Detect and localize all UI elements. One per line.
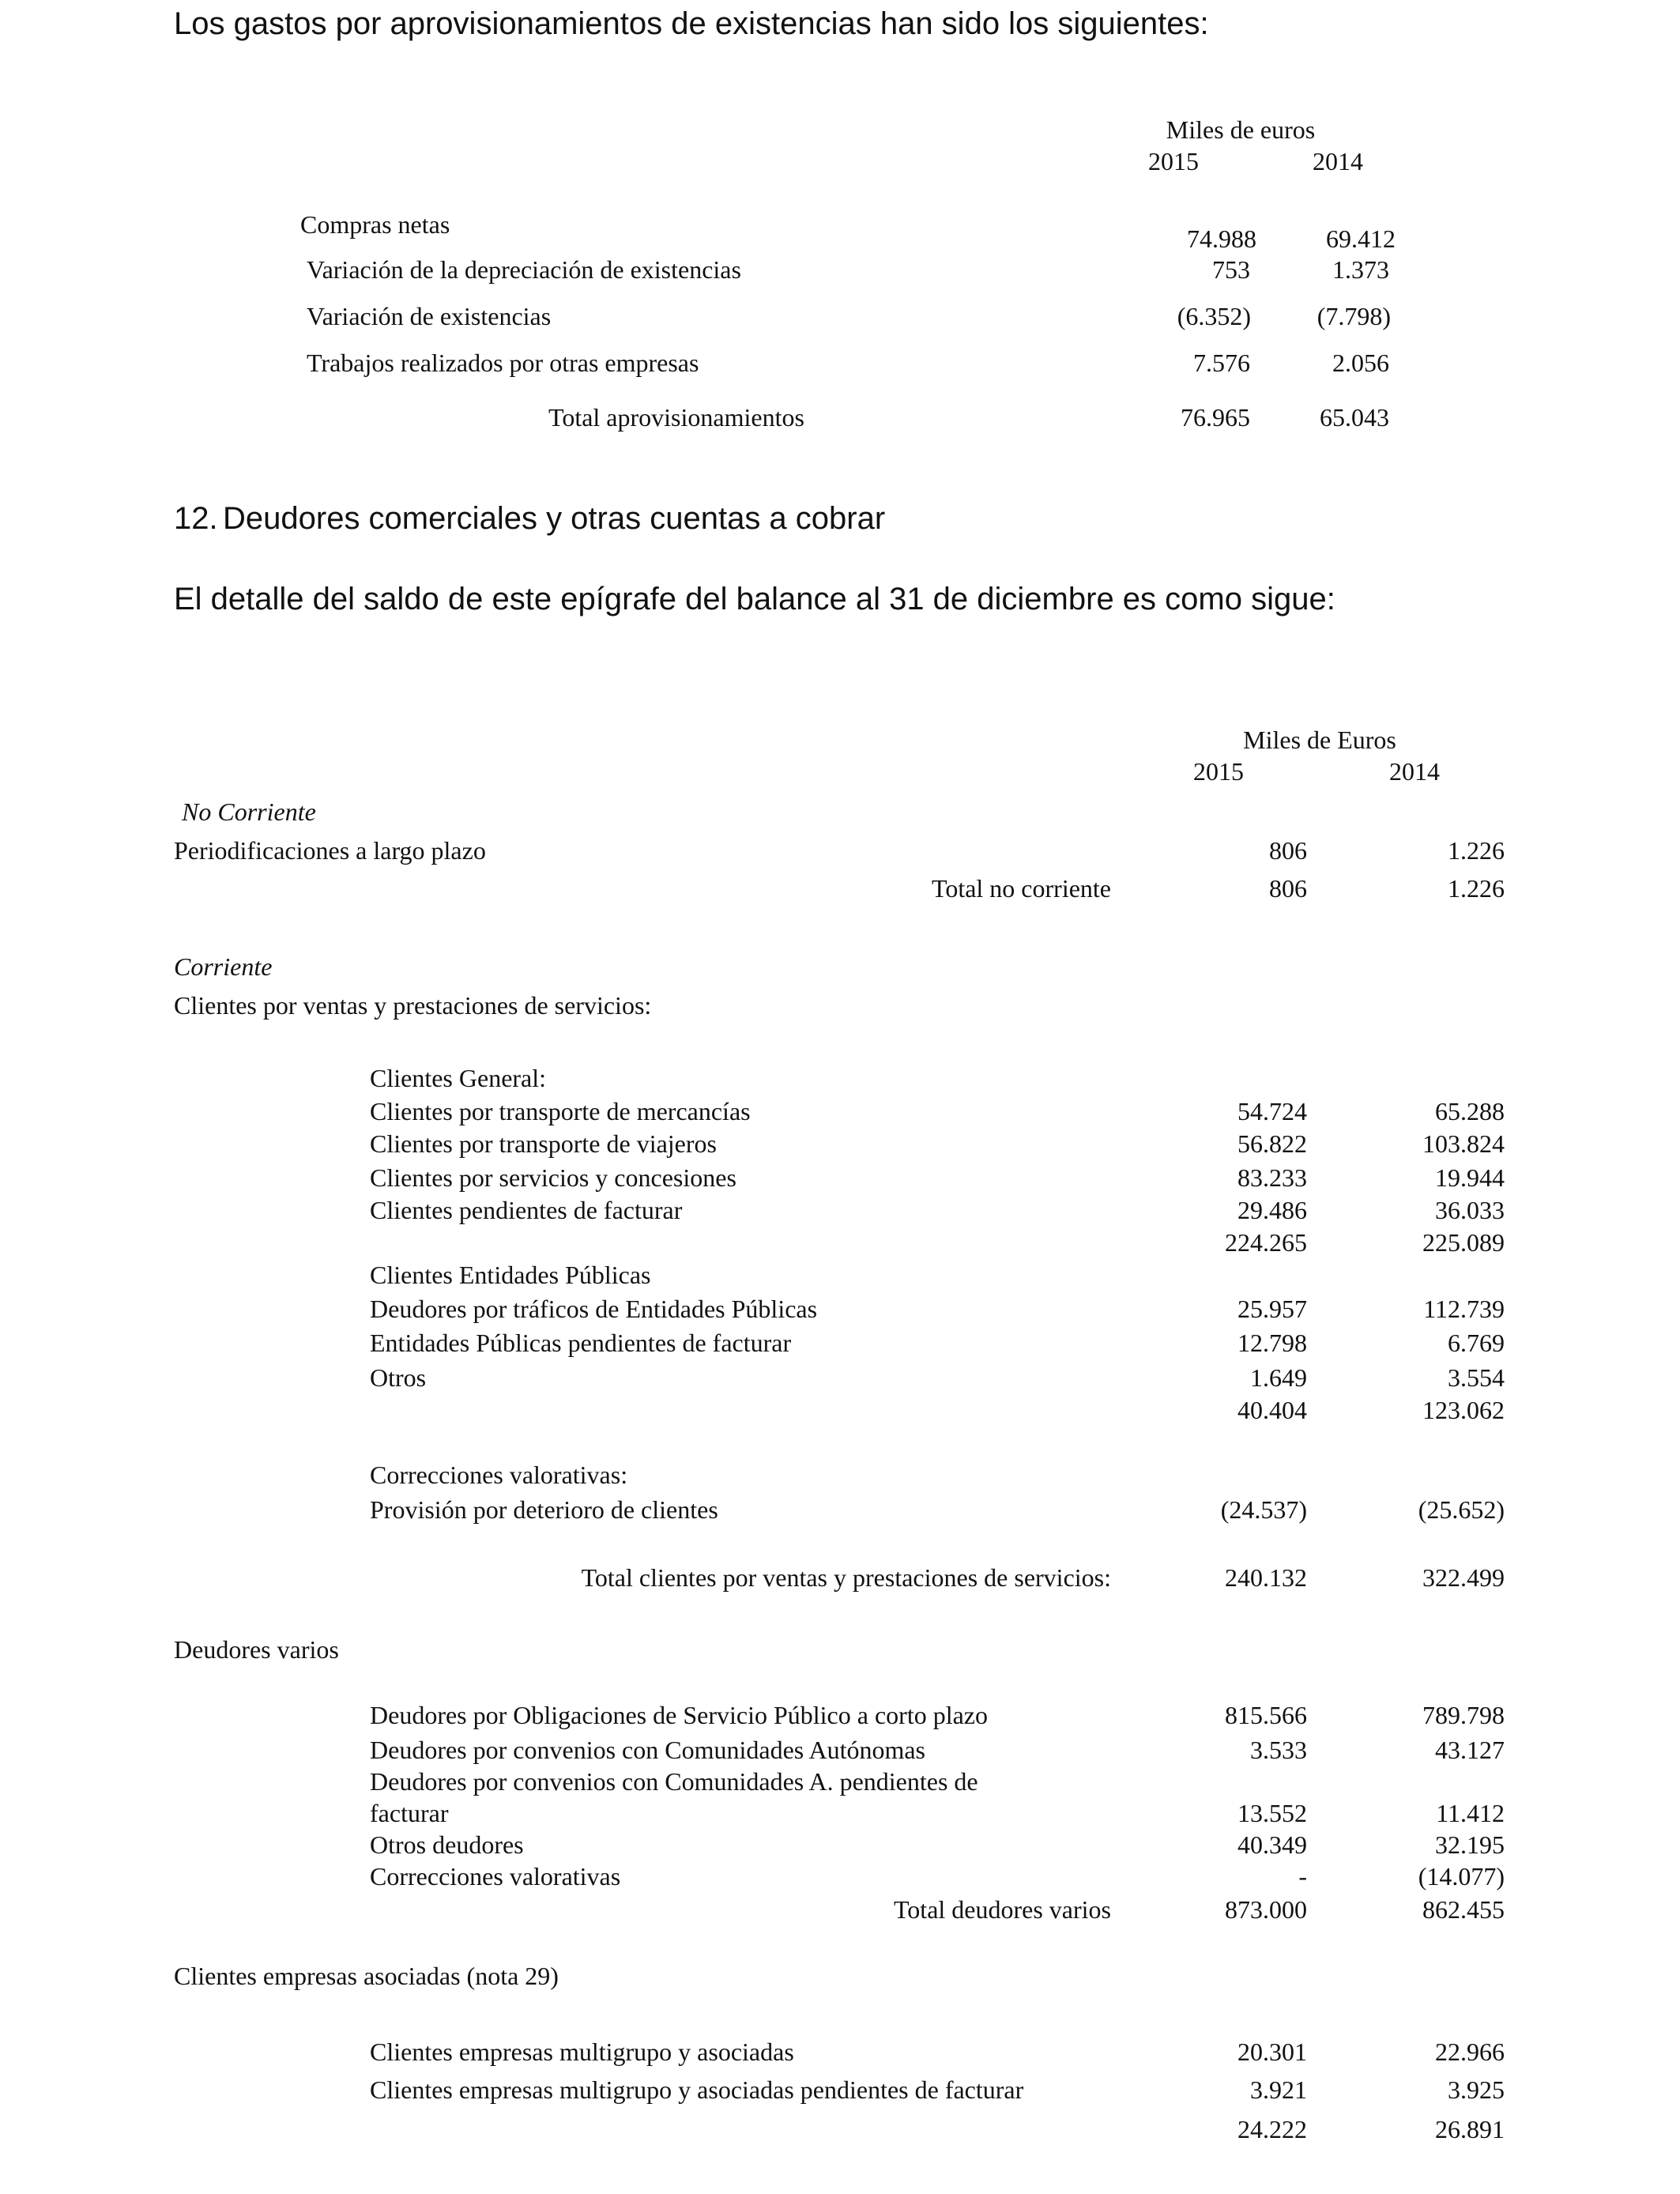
table2-value-2015: (24.537) (1220, 1495, 1307, 1524)
table1-year-2015: 2015 (1148, 147, 1199, 175)
table2-row-label: Correcciones valorativas (370, 1862, 621, 1891)
table2-value-2015: - (1298, 1862, 1307, 1891)
table2-value-2015: 3.533 (1250, 1736, 1307, 1764)
table2-value-2014: 3.554 (1448, 1363, 1505, 1392)
table1-total-2015: 76.965 (1181, 403, 1250, 432)
table2-value-2014: 1.226 (1448, 836, 1505, 865)
table1-row-value-2014: (7.798) (1317, 302, 1391, 330)
table1-unit-header: Miles de euros (1166, 115, 1316, 144)
ea-subtotal-2015: 24.222 (1237, 2115, 1307, 2143)
table2-row-label: Clientes empresas multigrupo y asociadas (370, 2038, 794, 2066)
table2-value-2014: 112.739 (1423, 1295, 1505, 1323)
table2-unit-header: Miles de Euros (1243, 726, 1396, 754)
table1-row-value-2014: 69.412 (1326, 224, 1396, 253)
table2-value-2014: 3.925 (1448, 2075, 1505, 2104)
table1-row-label: Trabajos realizados por otras empresas (307, 349, 699, 377)
table2-value-2014: 862.455 (1422, 1895, 1505, 1924)
ep-subtotal-2014: 123.062 (1422, 1396, 1505, 1424)
no-corriente-heading: No Corriente (182, 797, 316, 826)
table1-row-label: Compras netas (300, 210, 450, 239)
table2-value-2014: 19.944 (1435, 1163, 1505, 1192)
deudores-varios-heading: Deudores varios (174, 1635, 339, 1664)
table1-row-label: Variación de existencias (307, 302, 552, 330)
empresas-asociadas-heading: Clientes empresas asociadas (nota 29) (174, 1962, 559, 1990)
table2-value-2015: 54.724 (1237, 1097, 1307, 1125)
table2-value-2014: 43.127 (1435, 1736, 1505, 1764)
dv-total-label: Total deudores varios (893, 1895, 1111, 1924)
clientes-general-heading: Clientes General: (370, 1064, 547, 1092)
table2-value-2015: 873.000 (1225, 1895, 1307, 1924)
table1-row-value-2015: 753 (1212, 255, 1250, 284)
table2-row-label: Clientes pendientes de facturar (370, 1196, 683, 1224)
table2-value-2014: 789.798 (1422, 1701, 1505, 1729)
table2-row-label: Periodificaciones a largo plazo (174, 836, 486, 865)
table2-row-label-continued: facturar (370, 1799, 449, 1827)
table1-row-value-2015: 7.576 (1193, 349, 1250, 377)
table2-value-2014: 6.769 (1448, 1329, 1505, 1357)
table2-row-label: Entidades Públicas pendientes de facturar (370, 1329, 792, 1357)
general-subtotal-2014: 225.089 (1422, 1228, 1505, 1257)
table2-value-2014: 36.033 (1435, 1196, 1505, 1224)
table2-value-2015: 806 (1269, 836, 1307, 865)
nc-total-label: Total no corriente (932, 874, 1111, 903)
table1-row-value-2014: 1.373 (1332, 255, 1389, 284)
corriente-heading: Corriente (174, 952, 273, 981)
table2-value-2015: 40.349 (1237, 1830, 1307, 1859)
table2-value-2014: 32.195 (1435, 1830, 1505, 1859)
table2-row-label: Deudores por convenios con Comunidades Autónomas (370, 1736, 925, 1764)
table2-row-label: Clientes por servicios y concesiones (370, 1163, 736, 1192)
table2-row-label: Clientes por transporte de mercancías (370, 1097, 751, 1125)
table2-year-2015: 2015 (1193, 757, 1244, 786)
table2-value-2015: 815.566 (1225, 1701, 1307, 1729)
table2-row-label: Otros deudores (370, 1830, 524, 1859)
table2-value-2014: 1.226 (1448, 874, 1505, 903)
table2-value-2015: 25.957 (1237, 1295, 1307, 1323)
table2-row-label: Otros (370, 1363, 427, 1392)
table1-row-value-2015: 74.988 (1187, 224, 1256, 253)
table2-row-label: Clientes empresas multigrupo y asociadas pendientes de facturar (370, 2075, 1024, 2104)
table1-row-value-2015: (6.352) (1177, 302, 1251, 330)
table2-value-2015: 12.798 (1237, 1329, 1307, 1357)
table2-value-2014: 22.966 (1435, 2038, 1505, 2066)
table2-value-2014: (14.077) (1418, 1862, 1505, 1891)
table2-value-2015: 806 (1269, 874, 1307, 903)
table2-value-2015: 3.921 (1250, 2075, 1307, 2104)
table2-value-2014: 65.288 (1435, 1097, 1505, 1125)
table1-row-value-2014: 2.056 (1332, 349, 1389, 377)
table2-value-2015: 20.301 (1237, 2038, 1307, 2066)
table1-total-label: Total aprovisionamientos (548, 403, 804, 432)
table2-value-2014: 11.412 (1436, 1799, 1505, 1827)
table2-value-2014: (25.652) (1418, 1495, 1505, 1524)
table2-value-2014: 322.499 (1422, 1563, 1505, 1592)
table1-year-2014: 2014 (1313, 147, 1363, 175)
entidades-publicas-heading: Clientes Entidades Públicas (370, 1261, 651, 1289)
table2-value-2015: 240.132 (1225, 1563, 1307, 1592)
table2-value-2015: 56.822 (1237, 1129, 1307, 1158)
table2-row-label: Provisión por deterioro de clientes (370, 1495, 718, 1524)
clientes-total-label: Total clientes por ventas y prestaciones de servicios: (581, 1563, 1111, 1592)
intro-paragraph: Los gastos por aprovisionamientos de existencias han sido los siguientes: (174, 6, 1209, 41)
ea-subtotal-2014: 26.891 (1435, 2115, 1505, 2143)
table2-value-2015: 1.649 (1250, 1363, 1307, 1392)
table2-value-2014: 103.824 (1422, 1129, 1505, 1158)
section-title: Deudores comerciales y otras cuentas a cobrar (223, 501, 886, 536)
table2-year-2014: 2014 (1389, 757, 1440, 786)
table2-value-2015: 83.233 (1237, 1163, 1307, 1192)
table1-row-label: Variación de la depreciación de existencias (307, 255, 741, 284)
intro-paragraph-2: El detalle del saldo de este epígrafe del balance al 31 de diciembre es como sigue: (174, 582, 1335, 616)
table2-row-label: Clientes por transporte de viajeros (370, 1129, 717, 1158)
table2-row-label: Deudores por convenios con Comunidades A. pendientes de (370, 1767, 978, 1796)
general-subtotal-2015: 224.265 (1225, 1228, 1307, 1257)
section-number: 12. (174, 501, 218, 536)
table2-value-2015: 13.552 (1237, 1799, 1307, 1827)
table2-value-2015: 29.486 (1237, 1196, 1307, 1224)
table1-total-2014: 65.043 (1320, 403, 1389, 432)
clientes-heading: Clientes por ventas y prestaciones de servicios: (174, 991, 652, 1020)
correcciones-heading: Correcciones valorativas: (370, 1461, 628, 1489)
ep-subtotal-2015: 40.404 (1237, 1396, 1307, 1424)
table2-row-label: Deudores por tráficos de Entidades Públicas (370, 1295, 818, 1323)
table2-row-label: Deudores por Obligaciones de Servicio Público a corto plazo (370, 1701, 988, 1729)
